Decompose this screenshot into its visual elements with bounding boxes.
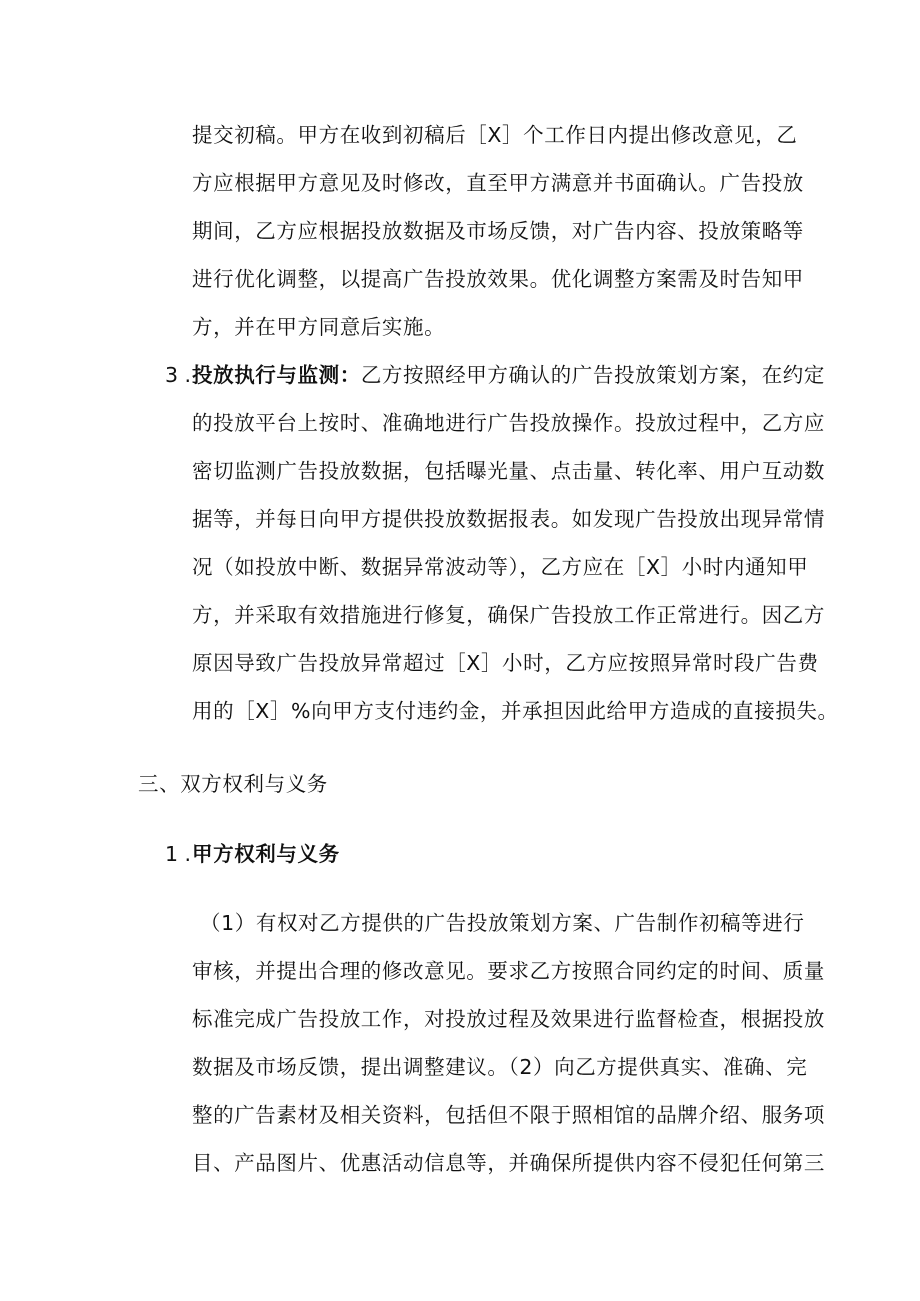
item3-line-5: 况（如投放中断、数据异常波动等），乙方应在［X］小时内通知甲 (192, 555, 809, 579)
item3-line-3: 密切监测广告投放数据，包括曝光量、点击量、转化率、用户互动数 (192, 459, 825, 483)
item1-title: 甲方权利与义务 (192, 842, 340, 866)
rights-line-1: （1）有权对乙方提供的广告投放策划方案、广告制作初稿等进行 (200, 911, 805, 935)
item3-line-4: 据等，并每日向甲方提供投放数据报表。如发现广告投放出现异常情 (192, 507, 825, 531)
item3-number: 3 . (165, 363, 192, 387)
para1-line-1: 提交初稿。甲方在收到初稿后［X］个工作日内提出修改意见，乙 (192, 123, 798, 147)
para1-line-2: 方应根据甲方意见及时修改，直至甲方满意并书面确认。广告投放 (192, 171, 804, 195)
rights-line-2: 审核，并提出合理的修改意见。要求乙方按照合同约定的时间、质量 (192, 959, 825, 983)
item3-first-line (192, 359, 825, 391)
item3-line-2: 的投放平台上按时、准确地进行广告投放操作。投放过程中，乙方应 (192, 411, 825, 435)
rights-line-5: 整的广告素材及相关资料，包括但不限于照相馆的品牌介绍、服务项 (192, 1103, 825, 1127)
item3-line-7: 原因导致广告投放异常超过［X］小时，乙方应按照异常时段广告费 (192, 651, 819, 675)
rights-line-4: 数据及市场反馈，提出调整建议。（2）向乙方提供真实、准确、完 (192, 1055, 808, 1079)
para1-line-3: 期间，乙方应根据投放数据及市场反馈，对广告内容、投放策略等 (192, 219, 804, 243)
rights-line-3: 标准完成广告投放工作，对投放过程及效果进行监督检查，根据投放 (192, 1007, 825, 1031)
rights-line-6: 目、产品图片、优惠活动信息等，并确保所提供内容不侵犯任何第三 (192, 1151, 825, 1175)
item3-line-6: 方，并采取有效措施进行修复，确保广告投放工作正常进行。因乙方 (192, 603, 825, 627)
item3-line-8: 用的［X］%向甲方支付违约金，并承担因此给甲方造成的直接损失。 (192, 699, 839, 723)
item3-first-line-rest: 乙方按照经甲方确认的广告投放策划方案，在约定 (360, 363, 826, 387)
item3-title: 投放执行与监测： (192, 363, 361, 387)
section3-heading: 三、双方权利与义务 (138, 772, 328, 796)
para1-line-4: 进行优化调整，以提高广告投放效果。优化调整方案需及时告知甲 (192, 267, 804, 291)
item1-number: 1 . (165, 842, 192, 866)
para1-line-5: 方，并在甲方同意后实施。 (192, 315, 446, 339)
